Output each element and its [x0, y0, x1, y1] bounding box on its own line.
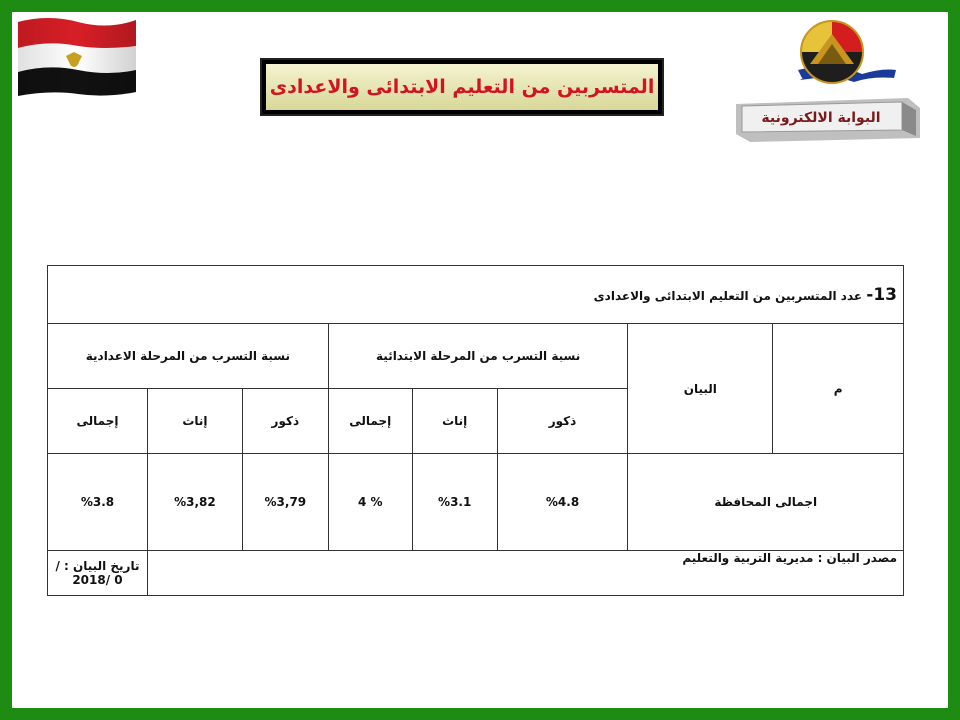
col-header-prep-total: إجمالى [48, 389, 148, 454]
page-title: المتسربين من التعليم الابتدائى والاعدادى [266, 64, 658, 110]
col-header-primary-males: ذكور [497, 389, 628, 454]
governorate-logo-icon [792, 12, 902, 104]
col-header-item: البيان [628, 324, 773, 454]
title-banner [260, 58, 664, 116]
col-header-m: م [773, 324, 904, 454]
col-header-primary-females: إناث [412, 389, 497, 454]
cell-prep-males: %3,79 [242, 454, 328, 551]
source-note: مصدر البيان : مديرية التربية والتعليم [147, 551, 903, 596]
cell-prep-total: %3.8 [48, 454, 148, 551]
table-heading-text: عدد المتسربين من التعليم الابتدائى والاعدادى [593, 288, 863, 303]
table-heading [48, 266, 904, 324]
col-header-primary-total: إجمالى [328, 389, 412, 454]
dropout-table [47, 265, 904, 596]
col-header-prep-males: ذكور [242, 389, 328, 454]
cell-prep-females: %3,82 [147, 454, 242, 551]
group-header-prep: نسبة التسرب من المرحلة الاعدادية [48, 324, 329, 389]
portal-label: البوابة الالكترونية [761, 110, 881, 126]
date-note: تاريخ البيان : / 0 /2018 [48, 551, 148, 596]
table-heading-number: 13- [866, 284, 897, 305]
cell-primary-females: %3.1 [412, 454, 497, 551]
cell-primary-males: %4.8 [497, 454, 628, 551]
group-header-primary: نسبة التسرب من المرحلة الابتدائية [328, 324, 628, 389]
col-header-prep-females: إناث [147, 389, 242, 454]
row-label: اجمالى المحافظة [628, 454, 904, 551]
cell-primary-total: % 4 [328, 454, 412, 551]
egypt-flag-icon [16, 12, 138, 98]
